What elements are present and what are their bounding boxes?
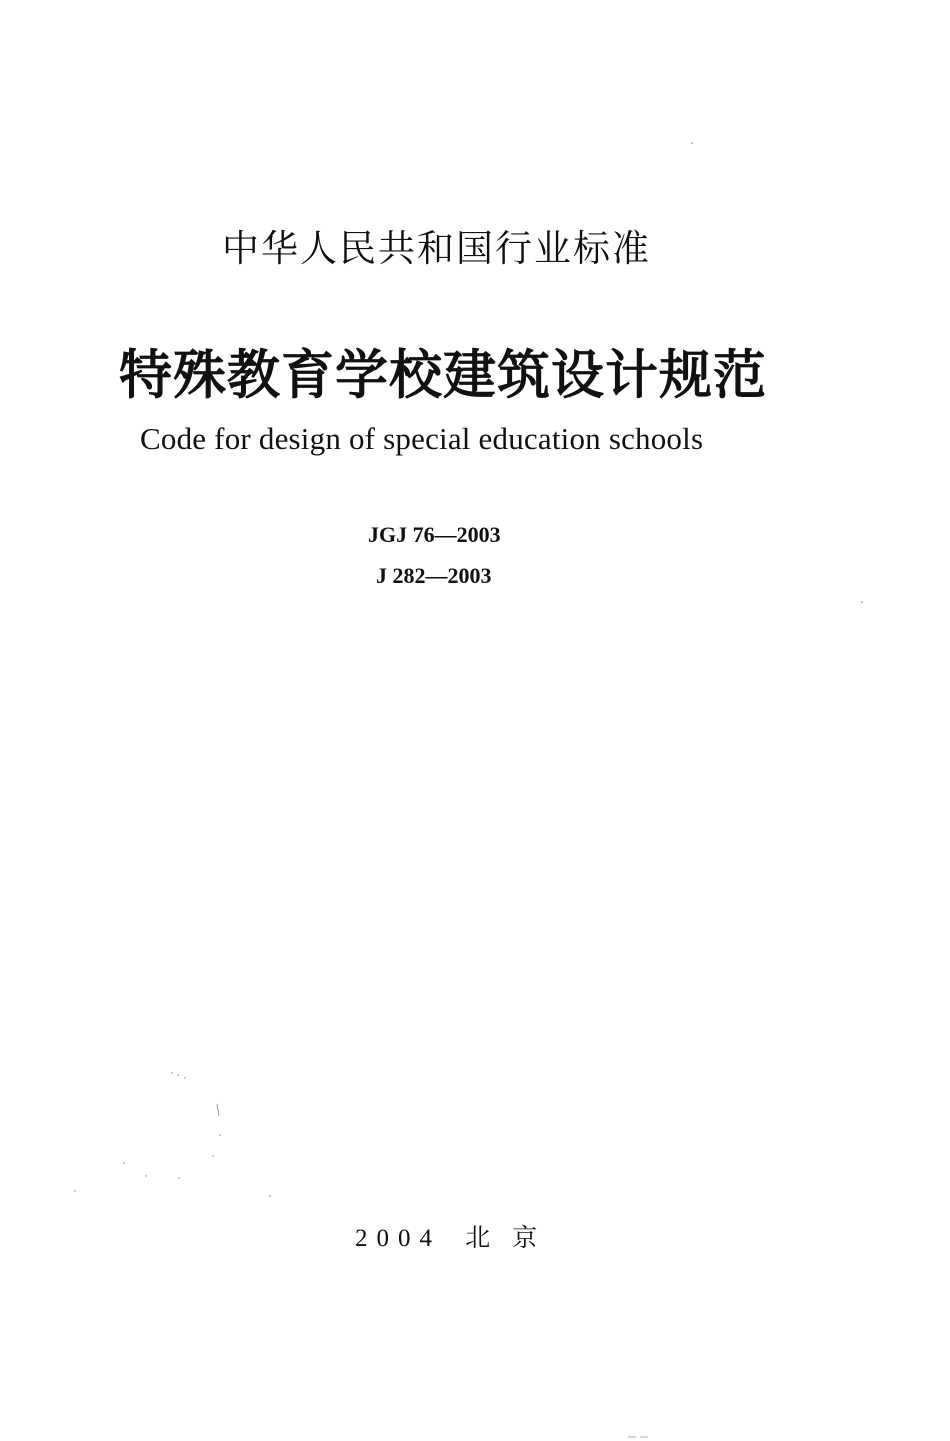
standard-category-heading: 中华人民共和国行业标准 [222, 227, 651, 270]
standard-code-secondary: J 282—2003 [376, 563, 492, 588]
title-chinese: 特殊教育学校建筑设计规范 [119, 344, 767, 406]
imprint-year: 2004 [355, 1225, 441, 1252]
title-english: Code for design of special education schools [140, 421, 704, 456]
imprint-place: 北京 [465, 1223, 560, 1252]
standard-code-primary: JGJ 76—2003 [368, 522, 501, 547]
